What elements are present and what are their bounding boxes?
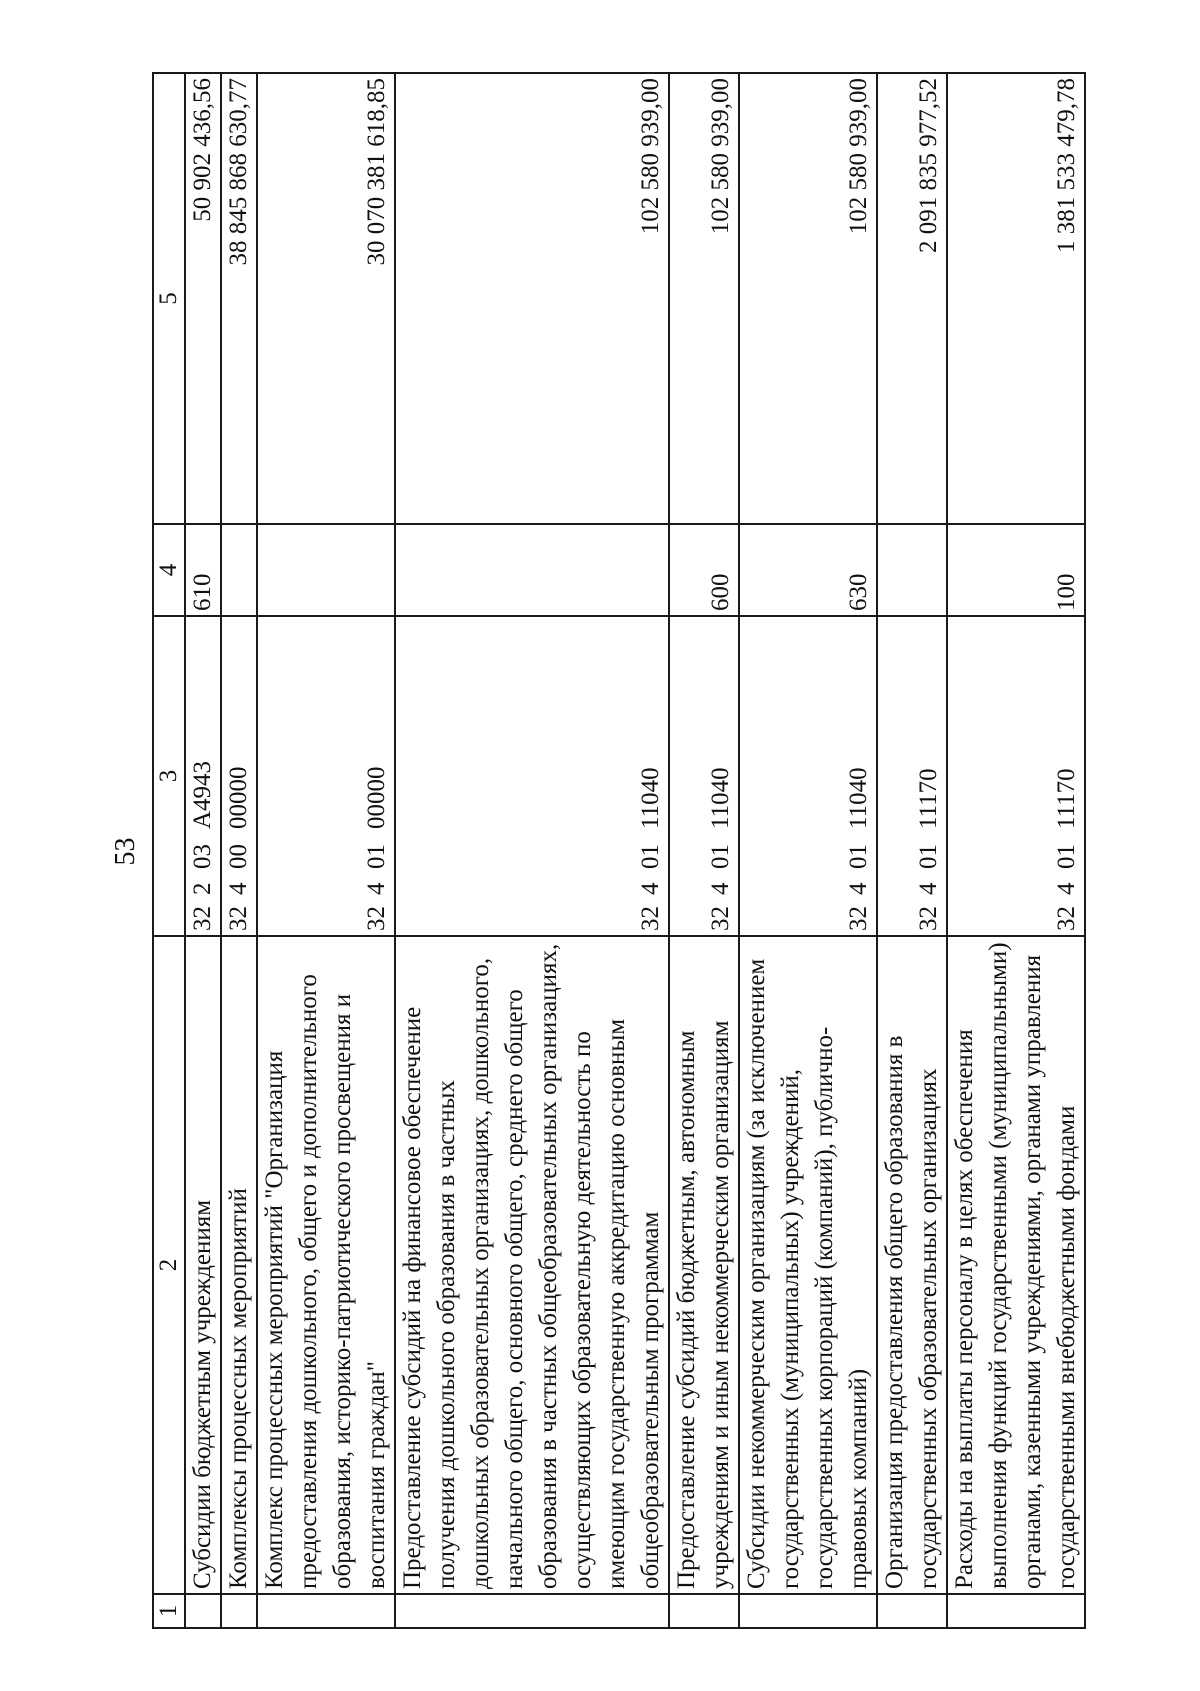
code-part: А4943 xyxy=(189,760,216,829)
cell-vr xyxy=(877,524,947,616)
code-part: 11170 xyxy=(1053,768,1080,829)
cell-amount: 30 070 381 618,85 xyxy=(257,73,395,524)
cell-col1 xyxy=(185,1594,221,1628)
cell-name: Комплексы процессных мероприятий xyxy=(221,936,257,1594)
table-row xyxy=(669,73,739,1628)
cell-code xyxy=(221,616,257,936)
cell-amount: 102 580 939,00 xyxy=(669,73,739,524)
header-col-1: 1 xyxy=(153,1594,185,1628)
code-part: 4 xyxy=(845,882,872,895)
budget-table xyxy=(152,72,1086,1629)
cell-vr xyxy=(221,524,257,616)
code-part: 4 xyxy=(707,882,734,895)
cell-vr: 610 xyxy=(185,524,221,616)
cell-amount: 50 902 436,56 xyxy=(185,73,221,524)
header-col-3: 3 xyxy=(153,616,185,936)
code-part: 32 xyxy=(225,906,252,931)
cell-vr xyxy=(395,524,669,616)
cell-vr: 630 xyxy=(739,524,877,616)
cell-code xyxy=(877,616,947,936)
cell-amount: 102 580 939,00 xyxy=(739,73,877,524)
code-part: 4 xyxy=(225,882,252,895)
code-part: 4 xyxy=(637,882,664,895)
cell-amount: 102 580 939,00 xyxy=(395,73,669,524)
code-part: 32 xyxy=(707,906,734,931)
cell-amount: 1 381 533 479,78 xyxy=(947,73,1085,524)
table-row xyxy=(395,73,669,1628)
code-part: 03 xyxy=(189,844,216,869)
cell-code xyxy=(257,616,395,936)
cell-col1 xyxy=(739,1594,877,1628)
header-col-2: 2 xyxy=(153,936,185,1594)
cell-col1 xyxy=(257,1594,395,1628)
code-part: 11170 xyxy=(915,768,942,829)
cell-name: Комплекс процессных мероприятий "Организация предоставления дошкольного, общего и дополнительного образования, историко-патриотического просвещения и воспитания граждан" xyxy=(257,936,395,1594)
table-row xyxy=(739,73,877,1628)
table-row xyxy=(221,73,257,1628)
table-row xyxy=(185,73,221,1628)
code-part: 01 xyxy=(363,844,390,869)
code-part: 01 xyxy=(845,844,872,869)
code-part: 32 xyxy=(363,906,390,931)
code-part: 00000 xyxy=(363,766,390,829)
code-part: 11040 xyxy=(845,767,872,829)
code-part: 32 xyxy=(189,906,216,931)
code-part: 4 xyxy=(915,882,942,895)
code-part: 00 xyxy=(225,844,252,869)
code-part: 4 xyxy=(363,882,390,895)
code-part: 32 xyxy=(915,906,942,931)
cell-vr: 100 xyxy=(947,524,1085,616)
code-part: 32 xyxy=(1053,906,1080,931)
cell-amount: 2 091 835 977,52 xyxy=(877,73,947,524)
cell-name: Предоставление субсидий бюджетным, автономным учреждениям и иным некоммерческим организациям xyxy=(669,936,739,1594)
cell-code xyxy=(947,616,1085,936)
header-col-4: 4 xyxy=(153,524,185,616)
cell-col1 xyxy=(395,1594,669,1628)
table-header-row xyxy=(153,73,185,1628)
code-part: 01 xyxy=(915,844,942,869)
table-row xyxy=(947,73,1085,1628)
code-part: 4 xyxy=(1053,882,1080,895)
cell-name: Субсидии бюджетным учреждениям xyxy=(185,936,221,1594)
cell-amount: 38 845 868 630,77 xyxy=(221,73,257,524)
cell-code xyxy=(185,616,221,936)
code-part: 01 xyxy=(637,844,664,869)
code-part: 32 xyxy=(845,906,872,931)
table-row xyxy=(257,73,395,1628)
code-part: 00000 xyxy=(225,766,252,829)
cell-col1 xyxy=(669,1594,739,1628)
table-row xyxy=(877,73,947,1628)
cell-vr xyxy=(257,524,395,616)
cell-name: Расходы на выплаты персоналу в целях обеспечения выполнения функций государственными (муниципальными) органами, казенными учреждениями, органами управления государственными внебюджетными фондами xyxy=(947,936,1085,1594)
cell-name: Предоставление субсидий на финансовое обеспечение получения дошкольного образования в частных дошкольных образовательных организациях, дошкольного, начального общего, основного общего, среднего общего образования в частных общеобразовательных организациях, осуществляющих образовательную деятельность по имеющим государственную аккредитацию основным общеобразовательным программам xyxy=(395,936,669,1594)
cell-code xyxy=(739,616,877,936)
cell-code xyxy=(669,616,739,936)
code-part: 01 xyxy=(707,844,734,869)
rotated-page xyxy=(62,74,1080,1629)
cell-col1 xyxy=(947,1594,1085,1628)
page-number: 53 xyxy=(110,837,141,866)
code-part: 2 xyxy=(189,882,216,895)
cell-col1 xyxy=(877,1594,947,1628)
code-part: 11040 xyxy=(637,767,664,829)
code-part: 01 xyxy=(1053,844,1080,869)
budget-table-wrapper xyxy=(152,74,1080,1629)
cell-code xyxy=(395,616,669,936)
cell-vr: 600 xyxy=(669,524,739,616)
header-col-5: 5 xyxy=(153,73,185,524)
code-part: 11040 xyxy=(707,767,734,829)
cell-name: Организация предоставления общего образования в государственных образовательных организациях xyxy=(877,936,947,1594)
code-part: 32 xyxy=(637,906,664,931)
cell-col1 xyxy=(221,1594,257,1628)
cell-name: Субсидии некоммерческим организациям (за исключением государственных (муниципальных) учреждений, государственных корпораций (компаний), публично-правовых компаний) xyxy=(739,936,877,1594)
